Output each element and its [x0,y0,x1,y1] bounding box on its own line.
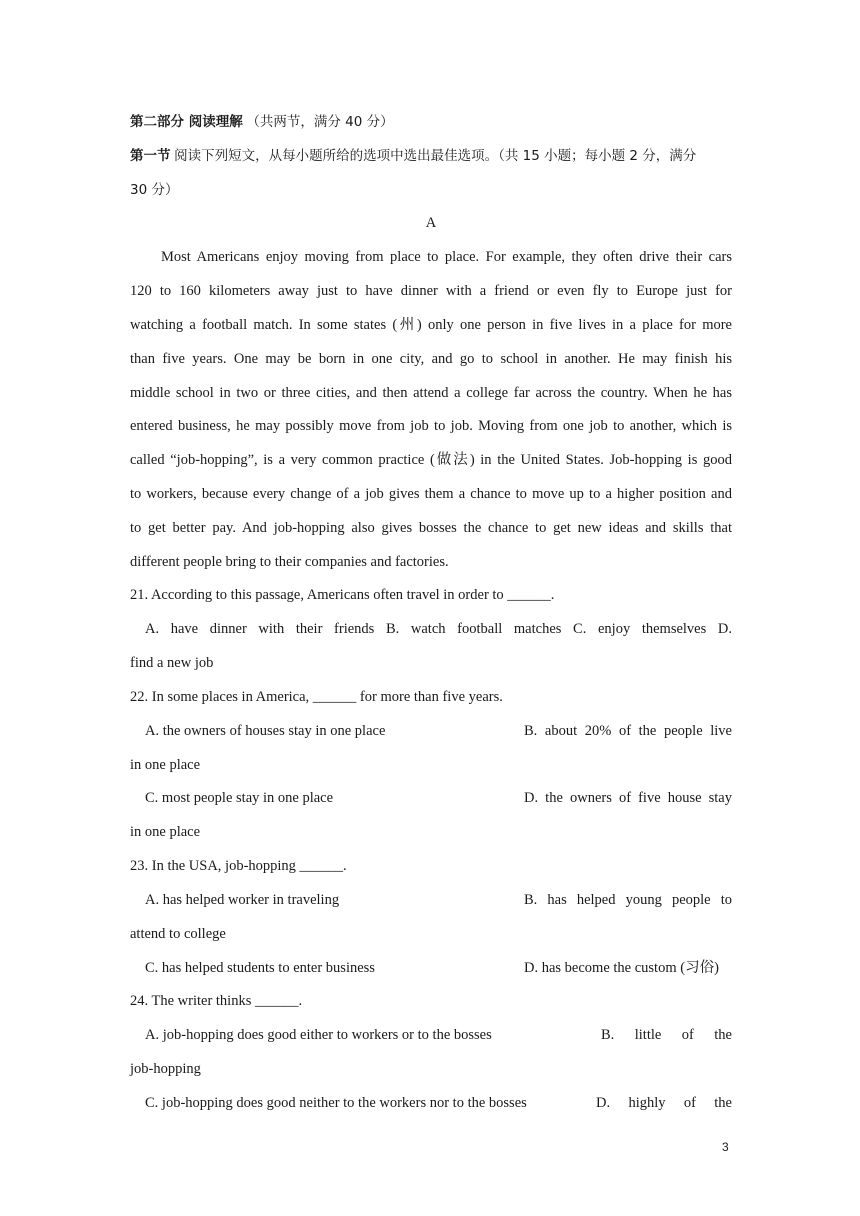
section-title: 第一节 [130,148,171,164]
passage-line: to get better pay. And job-hopping also gives bosses the chance to get new ideas and skills that [130,520,732,536]
question-24-option-b-wrap: job-hopping [130,1061,201,1077]
passage-line: than five years. One may be born in one city, and go to school in another. He may finish his [130,351,732,367]
section-note-line1: 阅读下列短文，从每小题所给的选项中选出最佳选项。（共 15 小题；每小题 2 分，满分 [174,148,697,164]
question-22-option-c: C. most people stay in one place [145,790,334,806]
question-22-option-a: A. the owners of houses stay in one place [145,723,386,739]
question-23-stem: 23. In the USA, job-hopping ______. [130,858,347,874]
section-instructions [130,146,732,166]
part-note: （共两节，满分 40 分） [246,114,394,130]
question-22-option-b-wrap: in one place [130,757,201,773]
section-note-line2: 30 分） [130,182,179,198]
question-24-option-a: A. job-hopping does good either to workers or to the bosses [145,1027,492,1043]
part-title: 第二部分 阅读理解 [130,114,243,130]
question-22-option-d: D. the owners of five house stay [524,790,732,806]
passage-line: different people bring to their companies and factories. [130,554,449,570]
passage-line: to workers, because every change of a job gives them a chance to move up to a higher position and [130,486,732,502]
question-24-option-b: B. little of the [601,1027,732,1043]
question-22-option-d-wrap: in one place [130,824,201,840]
question-21-stem: 21. According to this passage, Americans often travel in order to ______. [130,587,555,603]
question-24-option-c: C. job-hopping does good neither to the workers nor to the bosses [145,1095,527,1111]
question-24-stem: 24. The writer thinks ______. [130,993,303,1009]
passage-line: Most Americans enjoy moving from place to place. For example, they often drive their cars [161,249,732,265]
passage-line: called “job-hopping”, is a very common practice (做法) in the United States. Job-hopping is good [130,452,732,468]
question-21-option-wrap: find a new job [130,655,214,671]
question-23-option-c: C. has helped students to enter business [145,960,375,976]
part-heading [130,112,732,132]
page-number: 3 [722,1140,729,1154]
passage-line: middle school in two or three cities, and then attend a college far across the country. When he has [130,385,732,401]
passage-line: entered business, he may possibly move from job to job. Moving from one job to another, which is [130,418,732,434]
question-21-options: A. have dinner with their friends B. watch football matches C. enjoy themselves D. [145,621,732,637]
question-23-option-d: D. has become the custom (习俗) [524,960,719,976]
question-23-option-b-wrap: attend to college [130,926,226,942]
passage-line: 120 to 160 kilometers away just to have dinner with a friend or even fly to Europe just for [130,283,732,299]
question-23-option-a: A. has helped worker in traveling [145,892,340,908]
question-23-option-b: B. has helped young people to [524,892,732,908]
passage-label: A [425,215,437,231]
question-24-option-d: D. highly of the [596,1095,732,1111]
question-22-option-b: B. about 20% of the people live [524,723,732,739]
question-22-stem: 22. In some places in America, ______ for more than five years. [130,689,503,705]
passage-line: watching a football match. In some states (州) only one person in five lives in a place for more [130,317,732,333]
